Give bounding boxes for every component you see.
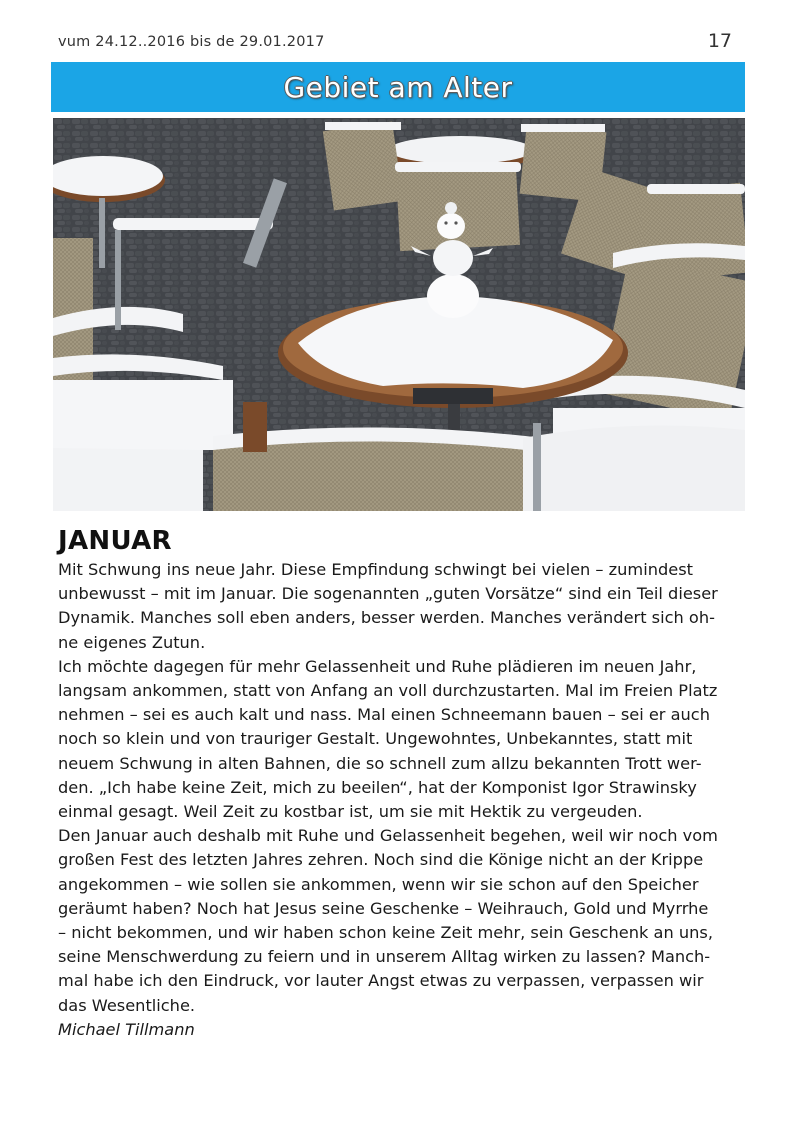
article-line: Ich möchte dagegen für mehr Gelassenheit und Ruhe plädieren im neuen Jahr,	[58, 656, 697, 676]
article-heading: JANUAR	[58, 526, 172, 556]
article-body	[58, 558, 718, 1042]
article-line: ne eigenes Zutun.	[58, 632, 206, 652]
section-banner	[51, 62, 745, 112]
header-date-range: vum 24.12..2016 bis de 29.01.2017	[58, 34, 325, 50]
article-line: Dynamik. Manches soll eben anders, besser werden. Manches verändert sich oh-	[58, 608, 715, 628]
article-line: das Wesentliche.	[58, 995, 196, 1015]
page-number: 17	[707, 30, 732, 52]
article-line: einmal gesagt. Weil Zeit zu kostbar ist, um sie mit Hektik zu vergeuden.	[58, 802, 643, 822]
article-line: seine Menschwerdung zu feiern und in unserem Alltag wirken zu lassen? Manch-	[58, 947, 711, 967]
article-line: nehmen – sei es auch kalt und nass. Mal einen Schneemann bauen – sei er auch	[58, 705, 710, 725]
article-line: neuem Schwung in alten Bahnen, die so schnell zum allzu bekannten Trott wer-	[58, 753, 702, 773]
banner-title: Gebiet am Alter	[283, 70, 513, 104]
article-line: mal habe ich den Eindruck, vor lauter Angst etwas zu verpassen, verpassen wir	[58, 971, 704, 991]
article-line: Den Januar auch deshalb mit Ruhe und Gelassenheit begehen, weil wir noch vom	[58, 826, 718, 846]
article-line: geräumt haben? Noch hat Jesus seine Geschenke – Weihrauch, Gold und Myrrhe	[58, 898, 709, 918]
article-line: unbewusst – mit im Januar. Die sogenannten „guten Vorsätze“ sind ein Teil dieser	[58, 584, 718, 604]
article-author: Michael Tillmann	[58, 1019, 195, 1039]
article-line: großen Fest des letzten Jahres zehren. Noch sind die Könige nicht an der Krippe	[58, 850, 704, 870]
article-line: angekommen – wie sollen sie ankommen, wenn wir sie schon auf den Speicher	[58, 874, 699, 894]
article-line: den. „Ich habe keine Zeit, mich zu beeilen“, hat der Komponist Igor Strawinsky	[58, 777, 697, 797]
snowy-cafe-photo	[53, 118, 745, 511]
article-line: Mit Schwung ins neue Jahr. Diese Empfindung schwingt bei vielen – zumindest	[58, 560, 693, 579]
article-line: langsam ankommen, statt von Anfang an voll durchzustarten. Mal im Freien Platz	[58, 681, 718, 701]
article-line: – nicht bekommen, und wir haben schon keine Zeit mehr, sein Geschenk an uns,	[58, 923, 713, 943]
photo-illustration	[53, 118, 745, 511]
article-line: noch so klein und von trauriger Gestalt. Ungewohntes, Unbekanntes, statt mit	[58, 729, 693, 749]
